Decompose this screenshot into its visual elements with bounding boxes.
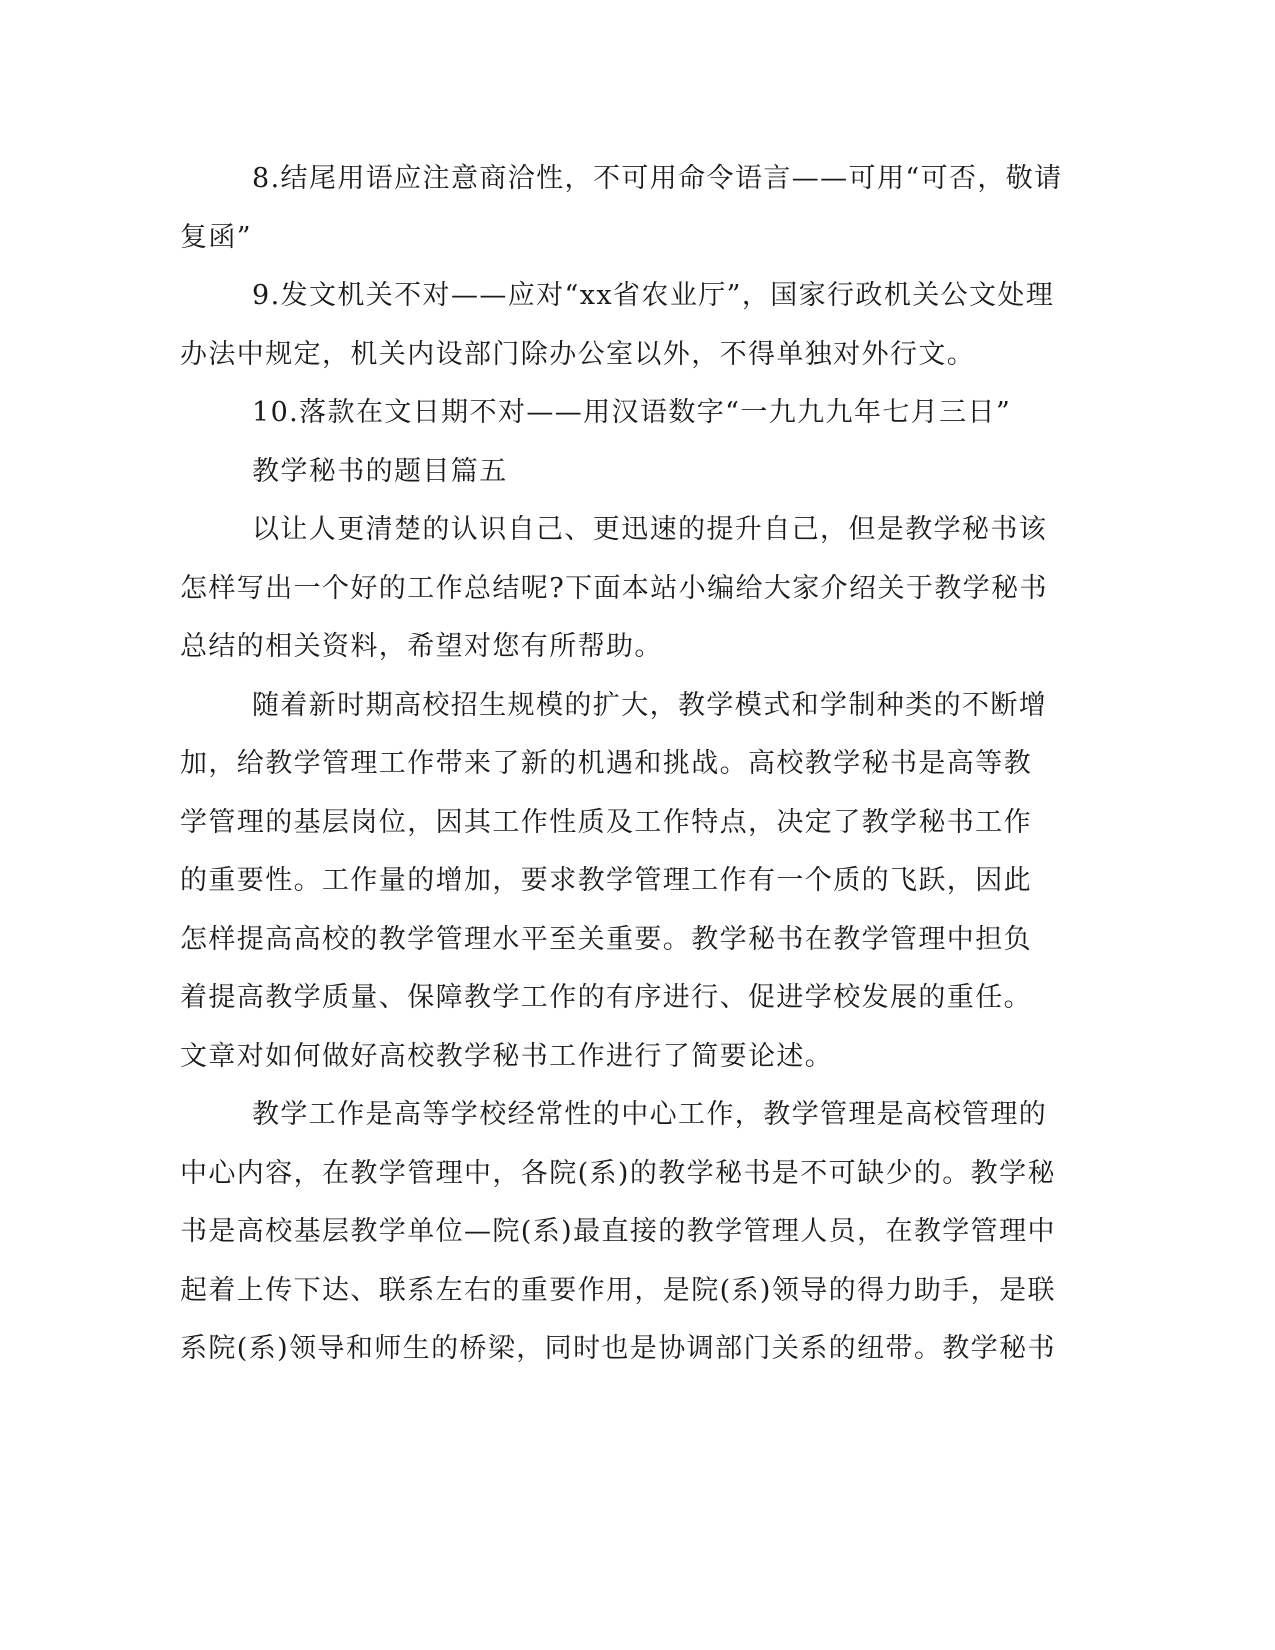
text-line: 9.发文机关不对——应对“xx省农业厅”，国家行政机关公文处理 [252, 280, 1055, 311]
text-line: 10.落款在文日期不对——用汉语数字“一九九九年七月三日” [252, 397, 1012, 428]
text-line: 中心内容，在教学管理中，各院(系)的教学秘书是不可缺少的。教学秘 [180, 1157, 1056, 1189]
text-line: 以让人更清楚的认识自己、更迅速的提升自己，但是教学秘书该 [252, 514, 1048, 545]
text-line: 书是高校基层教学单位—院(系)最直接的教学管理人员，在教学管理中 [180, 1216, 1056, 1247]
text-line: 着提高教学质量、保障教学工作的有序进行、促进学校发展的重任。 [180, 982, 1032, 1013]
text-line: 起着上传下达、联系左右的重要作用，是院(系)领导的得力助手，是联 [180, 1274, 1056, 1306]
text-line: 复函” [180, 221, 253, 253]
document-page [180, 150, 1063, 1379]
item-8 [180, 150, 1063, 267]
text-line: 总结的相关资料，希望对您有所帮助。 [180, 631, 663, 662]
text-line: 怎样写出一个好的工作总结呢?下面本站小编给大家介绍关于教学秘书 [180, 572, 1048, 604]
text-line: 加，给教学管理工作带来了新的机遇和挑战。高校教学秘书是高等教 [180, 748, 1032, 779]
text-line: 随着新时期高校招生规模的扩大，教学模式和学制种类的不断增 [252, 689, 1048, 721]
text-line: 教学工作是高等学校经常性的中心工作，教学管理是高校管理的 [252, 1099, 1048, 1130]
item-9 [180, 267, 1055, 384]
section-heading [180, 443, 1030, 502]
text-line: 文章对如何做好高校教学秘书工作进行了简要论述。 [180, 1040, 834, 1072]
item-10 [180, 384, 1030, 443]
text-line: 教学秘书的题目篇五 [252, 455, 508, 487]
text-line: 学管理的基层岗位，因其工作性质及工作特点，决定了教学秘书工作 [180, 806, 1032, 838]
text-line: 系院(系)领导和师生的桥梁，同时也是协调部门关系的纽带。教学秘书 [180, 1333, 1056, 1364]
body-paragraph-2 [180, 1086, 1056, 1379]
text-line: 办法中规定，机关内设部门除办公室以外，不得单独对外行文。 [180, 338, 976, 370]
text-line: 的重要性。工作量的增加，要求教学管理工作有一个质的飞跃，因此 [180, 865, 1032, 896]
text-line: 8.结尾用语应注意商洽性，不可用命令语言——可用“可否，敬请 [252, 163, 1063, 194]
body-paragraph-1 [180, 677, 1048, 1087]
text-line: 怎样提高高校的教学管理水平至关重要。教学秘书在教学管理中担负 [180, 923, 1032, 955]
intro-paragraph [180, 501, 1048, 677]
